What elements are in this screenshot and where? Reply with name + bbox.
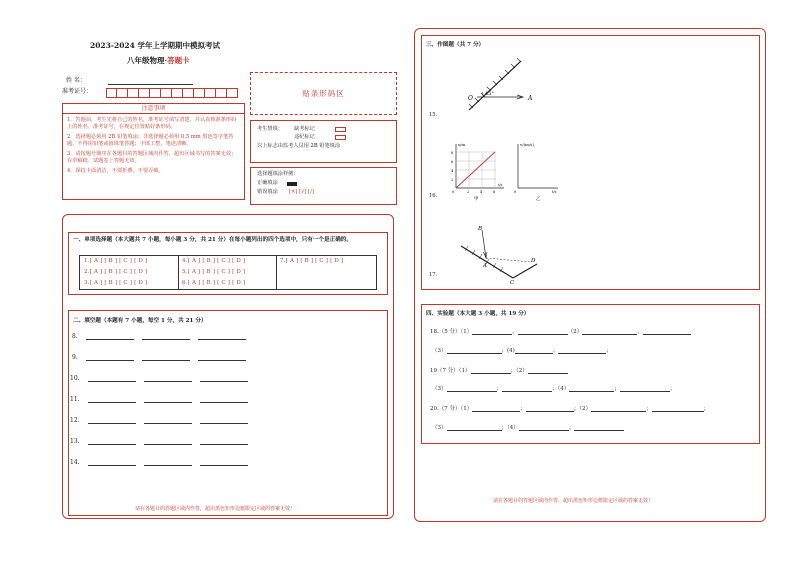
q20-row-2 (432, 423, 624, 431)
q12-blank-3[interactable] (200, 418, 248, 424)
fig17-label-c: C (510, 280, 515, 286)
name-label: 姓 名： (66, 77, 86, 84)
section2-box (68, 310, 388, 516)
fill-sample-box (250, 167, 397, 205)
q18-sep-2: ， (637, 329, 643, 335)
q16-number: 16. (429, 193, 438, 199)
correct-mark (287, 182, 297, 186)
section4-title: 四、实验题（本大题 3 小题，共 19 分） (426, 311, 530, 317)
fig15-label-o: O (468, 95, 473, 102)
q20-blank-2[interactable] (526, 406, 574, 412)
q18-blank-4[interactable] (643, 329, 691, 335)
q20-part3-label: （3） (432, 425, 447, 431)
ticket-label: 准考证号： (62, 88, 93, 95)
q9-blank-3[interactable] (198, 355, 246, 361)
q11-blank-1[interactable] (88, 397, 136, 403)
choice-q7[interactable]: 7.[ A ] [ B ] [ C ] [ D ] (280, 258, 344, 264)
fill-row-9 (72, 354, 246, 361)
subtitle-suffix: 答题卡 (167, 56, 190, 65)
correct-label: 正确填涂 (257, 180, 278, 186)
q20-blank-6[interactable] (519, 425, 569, 431)
q19-row-1 (430, 366, 568, 374)
q9-blank-1[interactable] (86, 355, 134, 361)
fig16-tick-x2: 2 (467, 190, 470, 194)
section3-title: 三、作图题（共 7 分） (426, 42, 485, 48)
q11-number: 11. (70, 396, 80, 403)
q18-row-2 (432, 346, 612, 354)
q18-blank-2[interactable] (518, 329, 568, 335)
q11-blank-2[interactable] (144, 397, 192, 403)
q18-sep-1: ， (512, 329, 518, 335)
fig16-xlabel-right: t/s (552, 190, 557, 194)
q18-blank-3[interactable] (582, 329, 637, 335)
q14-blank-1[interactable] (88, 460, 136, 466)
wrong-marks: [×] [√] [/] (289, 189, 314, 195)
q17-number: 17. (429, 272, 438, 278)
q19-blank-4[interactable] (502, 386, 552, 392)
q18-blank-1[interactable] (472, 329, 512, 335)
q8-blank-2[interactable] (142, 334, 190, 340)
q19-semi-3: ； (669, 386, 676, 392)
q19-blank-2[interactable] (528, 368, 568, 374)
fig16-zero-right: 0 (514, 190, 517, 194)
q8-blank-3[interactable] (198, 334, 246, 340)
q14-blank-2[interactable] (144, 460, 192, 466)
graph-jia (451, 142, 504, 202)
q10-number: 10. (70, 375, 80, 382)
q19-blank-1[interactable] (471, 368, 511, 374)
figure-17-reflection (455, 222, 545, 286)
page-title: 2023-2024 学年上学期期中模拟考试 (90, 41, 220, 50)
name-field[interactable] (108, 84, 193, 85)
subtitle-prefix: 八年级物理· (127, 56, 168, 65)
fig16-label-jia: 甲 (474, 197, 479, 202)
q19-blank-3[interactable] (447, 386, 497, 392)
fig16-label-yi: 乙 (536, 197, 541, 202)
fill-sample-title: 选择题填涂样例： (257, 171, 299, 177)
q11-blank-3[interactable] (200, 397, 248, 403)
notice-item-2: 2．选择题必须用 2B 铅笔填涂；非选择题必须用 0.5 mm 黑色签字笔答题，不得用铅笔或圆珠笔答题；字体工整、笔迹清晰。 (67, 134, 234, 147)
q19-part4-label: ；（4） (552, 386, 570, 392)
q12-blank-2[interactable] (144, 418, 192, 424)
q20-blank-7[interactable] (574, 425, 624, 431)
fill-row-12 (70, 417, 248, 424)
q18-part2-label: （2） (567, 329, 583, 335)
q19-part2-label: ；（2） (510, 368, 528, 374)
q18-blank-6[interactable] (515, 348, 553, 354)
q15-number: 15. (429, 112, 438, 118)
q13-blank-1[interactable] (88, 439, 136, 445)
q14-number: 14. (70, 459, 80, 466)
barcode-area (250, 72, 397, 115)
fill-row-10 (70, 375, 248, 382)
q10-blank-1[interactable] (88, 376, 136, 382)
q8-number: 8. (72, 333, 78, 340)
q20-blank-5[interactable] (447, 425, 502, 431)
q20-label: 20.（7 分）（1） (430, 406, 473, 412)
fig15-label-angle: 45° (485, 91, 494, 97)
q18-blank-5[interactable] (447, 348, 502, 354)
q20-semi-2: ； (646, 406, 652, 412)
absent-checkbox[interactable] (335, 127, 346, 132)
q12-blank-1[interactable] (88, 418, 136, 424)
fill-row-11 (70, 396, 248, 403)
q14-blank-3[interactable] (200, 460, 248, 466)
figure-16-graphs (446, 140, 566, 202)
q13-number: 13. (70, 438, 80, 445)
barcode-label: 贴条形码区 (302, 89, 345, 98)
q19-label: 19（7 分）（1） (430, 368, 471, 374)
absent-label: 缺考标记 (294, 126, 315, 132)
section2-title: 二、填空题（本题有 7 小题，每空 1 分，共 21 分） (73, 318, 207, 324)
fig16-tick-y4: 4 (451, 169, 454, 173)
notice-item-3: 3．请按题号顺序在各题目的答题区域内作答，超出区域书写的答案无效；在草稿纸、试题卷上答题无效。 (67, 151, 237, 164)
fill-row-8 (72, 333, 246, 340)
q19-semi-1: ； (496, 386, 503, 392)
q20-row-1 (430, 404, 709, 412)
figure-15-mirror (455, 55, 545, 115)
q10-blank-3[interactable] (200, 376, 248, 382)
q19-semi-2: ； (614, 386, 620, 392)
q20-blank-4[interactable] (652, 406, 704, 412)
fig16-zero-left: 0 (452, 190, 455, 194)
status-box (250, 120, 397, 163)
status-label: 考生禁填： (257, 126, 283, 132)
q19-row-2 (432, 384, 675, 392)
q18-row-1 (430, 327, 691, 335)
q20-semi-3: ； (703, 406, 710, 412)
q18-blank-7[interactable] (558, 348, 606, 354)
q19-blank-6[interactable] (620, 386, 670, 392)
q18-part3-label: （3） (432, 348, 447, 354)
choice-q6[interactable]: 6.[ A ] [ B ] [ C ] [ D ] (182, 280, 246, 286)
section1-title: 一、单项选择题（本大题共 7 小题，每小题 3 分，共 21 分）在每小题列出的四个选项中，只有一个是正确的。 (73, 237, 352, 243)
fill-row-14 (70, 459, 248, 466)
q18-semi-2: ； (606, 348, 612, 354)
choice-q1[interactable]: 1.[ A ] [ B ] [ C ] [ D ] (84, 258, 148, 264)
q10-blank-2[interactable] (144, 376, 192, 382)
right-footer-warning: 请在各题目的答题区域内作答，超出黑色矩形边框限定区域的答案无效！ (493, 498, 654, 504)
q19-part3-label: （3） (432, 386, 447, 392)
fill-row-13 (70, 438, 248, 445)
q18-part4-label: ；(4) (501, 348, 515, 354)
fig16-tick-y6: 6 (451, 160, 454, 164)
section1-box (68, 232, 388, 295)
q13-blank-3[interactable] (200, 439, 248, 445)
violation-checkbox[interactable] (335, 135, 346, 140)
fig16-ylabel-left: s/m (458, 142, 466, 147)
left-footer-warning: 请在各题目的答题区域内作答，超出黑色矩形边框限定区域的答案无效！ (135, 506, 296, 512)
notice-box (62, 103, 245, 200)
q9-blank-2[interactable] (142, 355, 190, 361)
wrong-label: 错误填涂 (257, 189, 278, 195)
choice-q5[interactable]: 5.[ A ] [ B ] [ C ] [ D ] (182, 269, 246, 275)
fig16-tick-y2: 2 (451, 178, 454, 182)
fig16-tick-x4: 4 (480, 190, 483, 194)
choice-q3[interactable]: 3.[ A ] [ B ] [ C ] [ D ] (84, 280, 148, 286)
q20-part4-label: ；（4） (501, 425, 519, 431)
notice-title: 注意事项 (63, 104, 244, 114)
fig17-label-a: A (483, 263, 487, 269)
q20-blank-3[interactable] (591, 406, 646, 412)
q20-semi-4: ； (568, 425, 575, 431)
violation-label: 违纪标记 (294, 134, 315, 140)
q20-semi-1: ； (520, 406, 526, 412)
q12-number: 12. (70, 417, 80, 424)
fig16-tick-x6: 6 (493, 190, 496, 194)
q18-label: 18.（5 分）（1） (430, 329, 473, 335)
graph-yi (514, 142, 558, 202)
choice-q4[interactable]: 4.[ A ] [ B ] [ C ] [ D ] (182, 258, 246, 264)
fig16-tick-y8: 8 (451, 151, 454, 155)
notice-item-4: 4．保持卡面清洁，不要折叠、不要弄破。 (67, 168, 164, 174)
q19-blank-5[interactable] (569, 386, 614, 392)
fig17-label-d: D (531, 258, 536, 264)
fig16-xlabel-left: t/s (498, 183, 503, 187)
notice-item-1: 1．答题前，考生先将自己的姓名，准考证号填写清楚，并认真核准条形码上的姓名、准考证号，在规定位置贴好条形码。 (67, 117, 237, 130)
ticket-number-boxes[interactable] (106, 88, 238, 98)
fig15-label-a: A (528, 95, 533, 102)
status-note: 以上标志由监考人员用 2B 铅笔填涂 (257, 143, 341, 149)
page-subtitle (127, 55, 190, 66)
fig17-label-b: B (478, 226, 483, 232)
fig16-ylabel-right: v/(m/s) (520, 142, 534, 147)
q13-blank-2[interactable] (144, 439, 192, 445)
q20-blank-1[interactable] (472, 406, 520, 412)
choice-grid (79, 255, 377, 290)
q18-semi-1: ； (552, 348, 559, 354)
choice-q2[interactable]: 2.[ A ] [ B ] [ C ] [ D ] (84, 269, 148, 275)
q8-blank-1[interactable] (86, 334, 134, 340)
q20-part2-label: ；（2） (573, 406, 592, 412)
q9-number: 9. (72, 354, 78, 361)
